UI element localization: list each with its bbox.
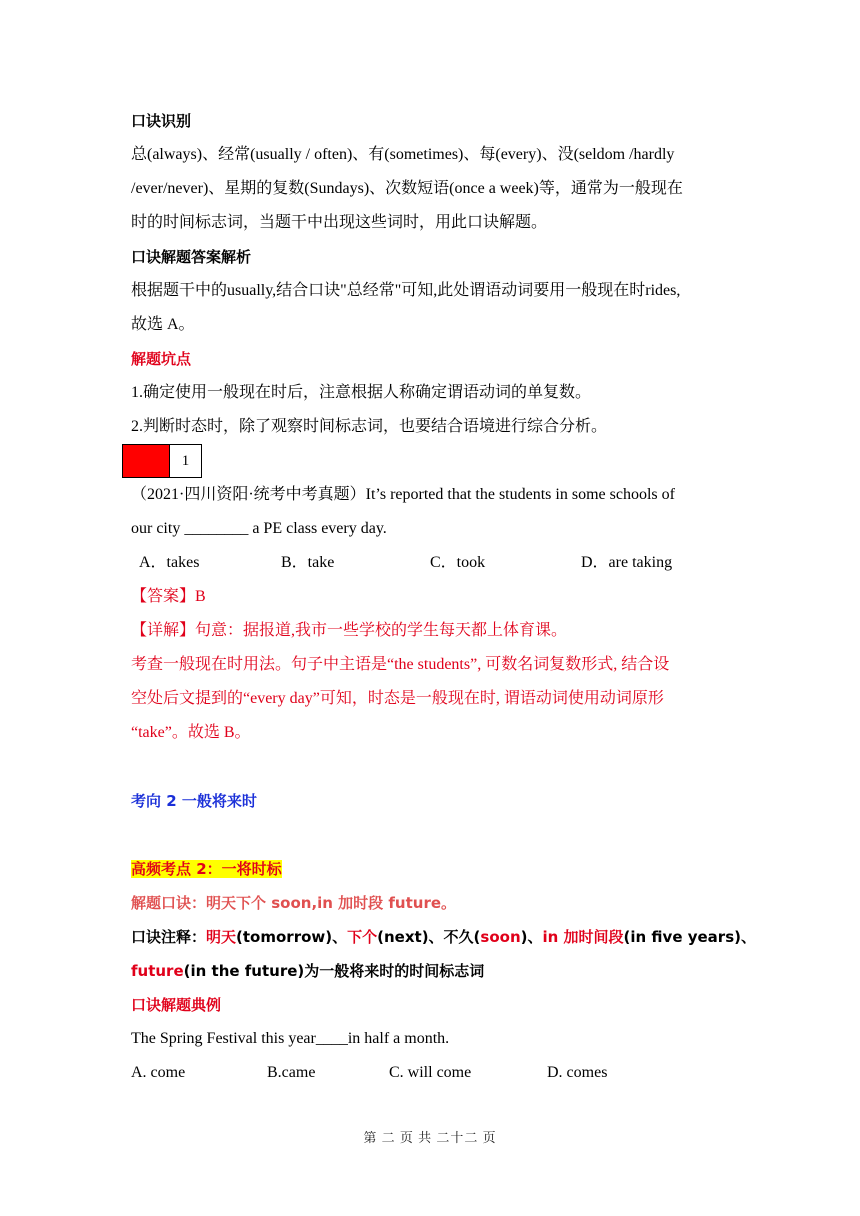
paragraph-line: /ever/never)、星期的复数(Sundays)、次数短语(once a week)等，通常为一般现在	[131, 180, 683, 197]
option-c: C. will come	[389, 1064, 472, 1081]
option-a: A．takes	[139, 554, 200, 571]
question-number-box	[131, 444, 731, 478]
note-text: )、	[520, 928, 543, 946]
paragraph-line: 总(always)、经常(usually / often)、有(sometimes)、每(every)、没(seldom /hardly	[131, 146, 675, 163]
option-a: A. come	[131, 1064, 186, 1081]
page-content	[131, 104, 756, 1090]
tip-item: 1.确定使用一般现在时后，注意根据人称确定谓语动词的单复数。	[131, 384, 592, 401]
option-b: B．take	[281, 554, 335, 571]
note-text: (tomorrow)、	[236, 928, 348, 946]
detail-line: 空处后文提到的“every day”可知，时态是一般现在时, 谓语动词使用动词原形	[131, 690, 664, 707]
note-text: (next)、不久(	[377, 928, 481, 946]
koujue-note	[131, 920, 756, 954]
paragraph-line: 时的时间标志词，当题干中出现这些词时，用此口诀解题。	[131, 214, 548, 231]
note-text: (in five years)、	[623, 928, 756, 946]
heading-koujue-shibie: 口诀识别	[131, 112, 192, 130]
question-text: our city ________ a PE class every day.	[131, 520, 387, 537]
section-title: 考向 2 一般将来时	[131, 792, 257, 810]
option-d: D．are taking	[581, 554, 673, 571]
example-options	[131, 1056, 731, 1090]
note-keyword: 下个	[347, 928, 378, 946]
detail-line: 【详解】句意：据报道,我市一些学校的学生每天都上体育课。	[131, 622, 568, 639]
note-keyword: 明天	[206, 928, 237, 946]
question-number: 1	[169, 444, 202, 478]
kaodian-heading	[131, 852, 731, 886]
note-keyword: soon	[480, 928, 521, 946]
example-heading: 口诀解题典例	[131, 996, 222, 1014]
note-keyword: in 加时间段	[542, 928, 624, 946]
note-text: (in the future)为一般将来时的时间标志词	[183, 962, 485, 980]
heading-answer-analysis: 口诀解题答案解析	[131, 248, 252, 266]
question-options	[131, 546, 731, 580]
detail-line: 考查一般现在时用法。句子中主语是“the students”, 可数名词复数形式, 结合设	[131, 656, 670, 673]
page-footer: 第 二 页 共 二十二 页	[363, 1130, 497, 1145]
tip-item: 2.判断时态时，除了观察时间标志词，也要结合语境进行综合分析。	[131, 418, 608, 435]
paragraph-line: 故选 A。	[131, 316, 195, 333]
question-marker	[122, 444, 170, 478]
detail-line: “take”。故选 B。	[131, 724, 251, 741]
note-keyword: future	[131, 962, 184, 980]
koujue-line: 解题口诀：明天下个 soon,in 加时段 future。	[131, 894, 457, 912]
note-prefix: 口诀注释：	[131, 928, 207, 946]
answer-line: 【答案】B	[131, 588, 206, 605]
option-b: B.came	[267, 1064, 316, 1081]
paragraph-line: 根据题干中的usually,结合口诀"总经常"可知,此处谓语动词要用一般现在时rides,	[131, 282, 681, 299]
koujue-note-cont	[131, 954, 731, 988]
option-c: C．took	[430, 554, 486, 571]
option-d: D. comes	[547, 1064, 608, 1081]
example-question: The Spring Festival this year____in half a month.	[131, 1030, 450, 1047]
question-text: （2021·四川资阳·统考中考真题）It’s reported that the students in some schools of	[131, 486, 675, 503]
heading-pitfalls: 解题坑点	[131, 350, 192, 368]
highlighted-heading: 高频考点 2：一将时标	[131, 860, 282, 878]
